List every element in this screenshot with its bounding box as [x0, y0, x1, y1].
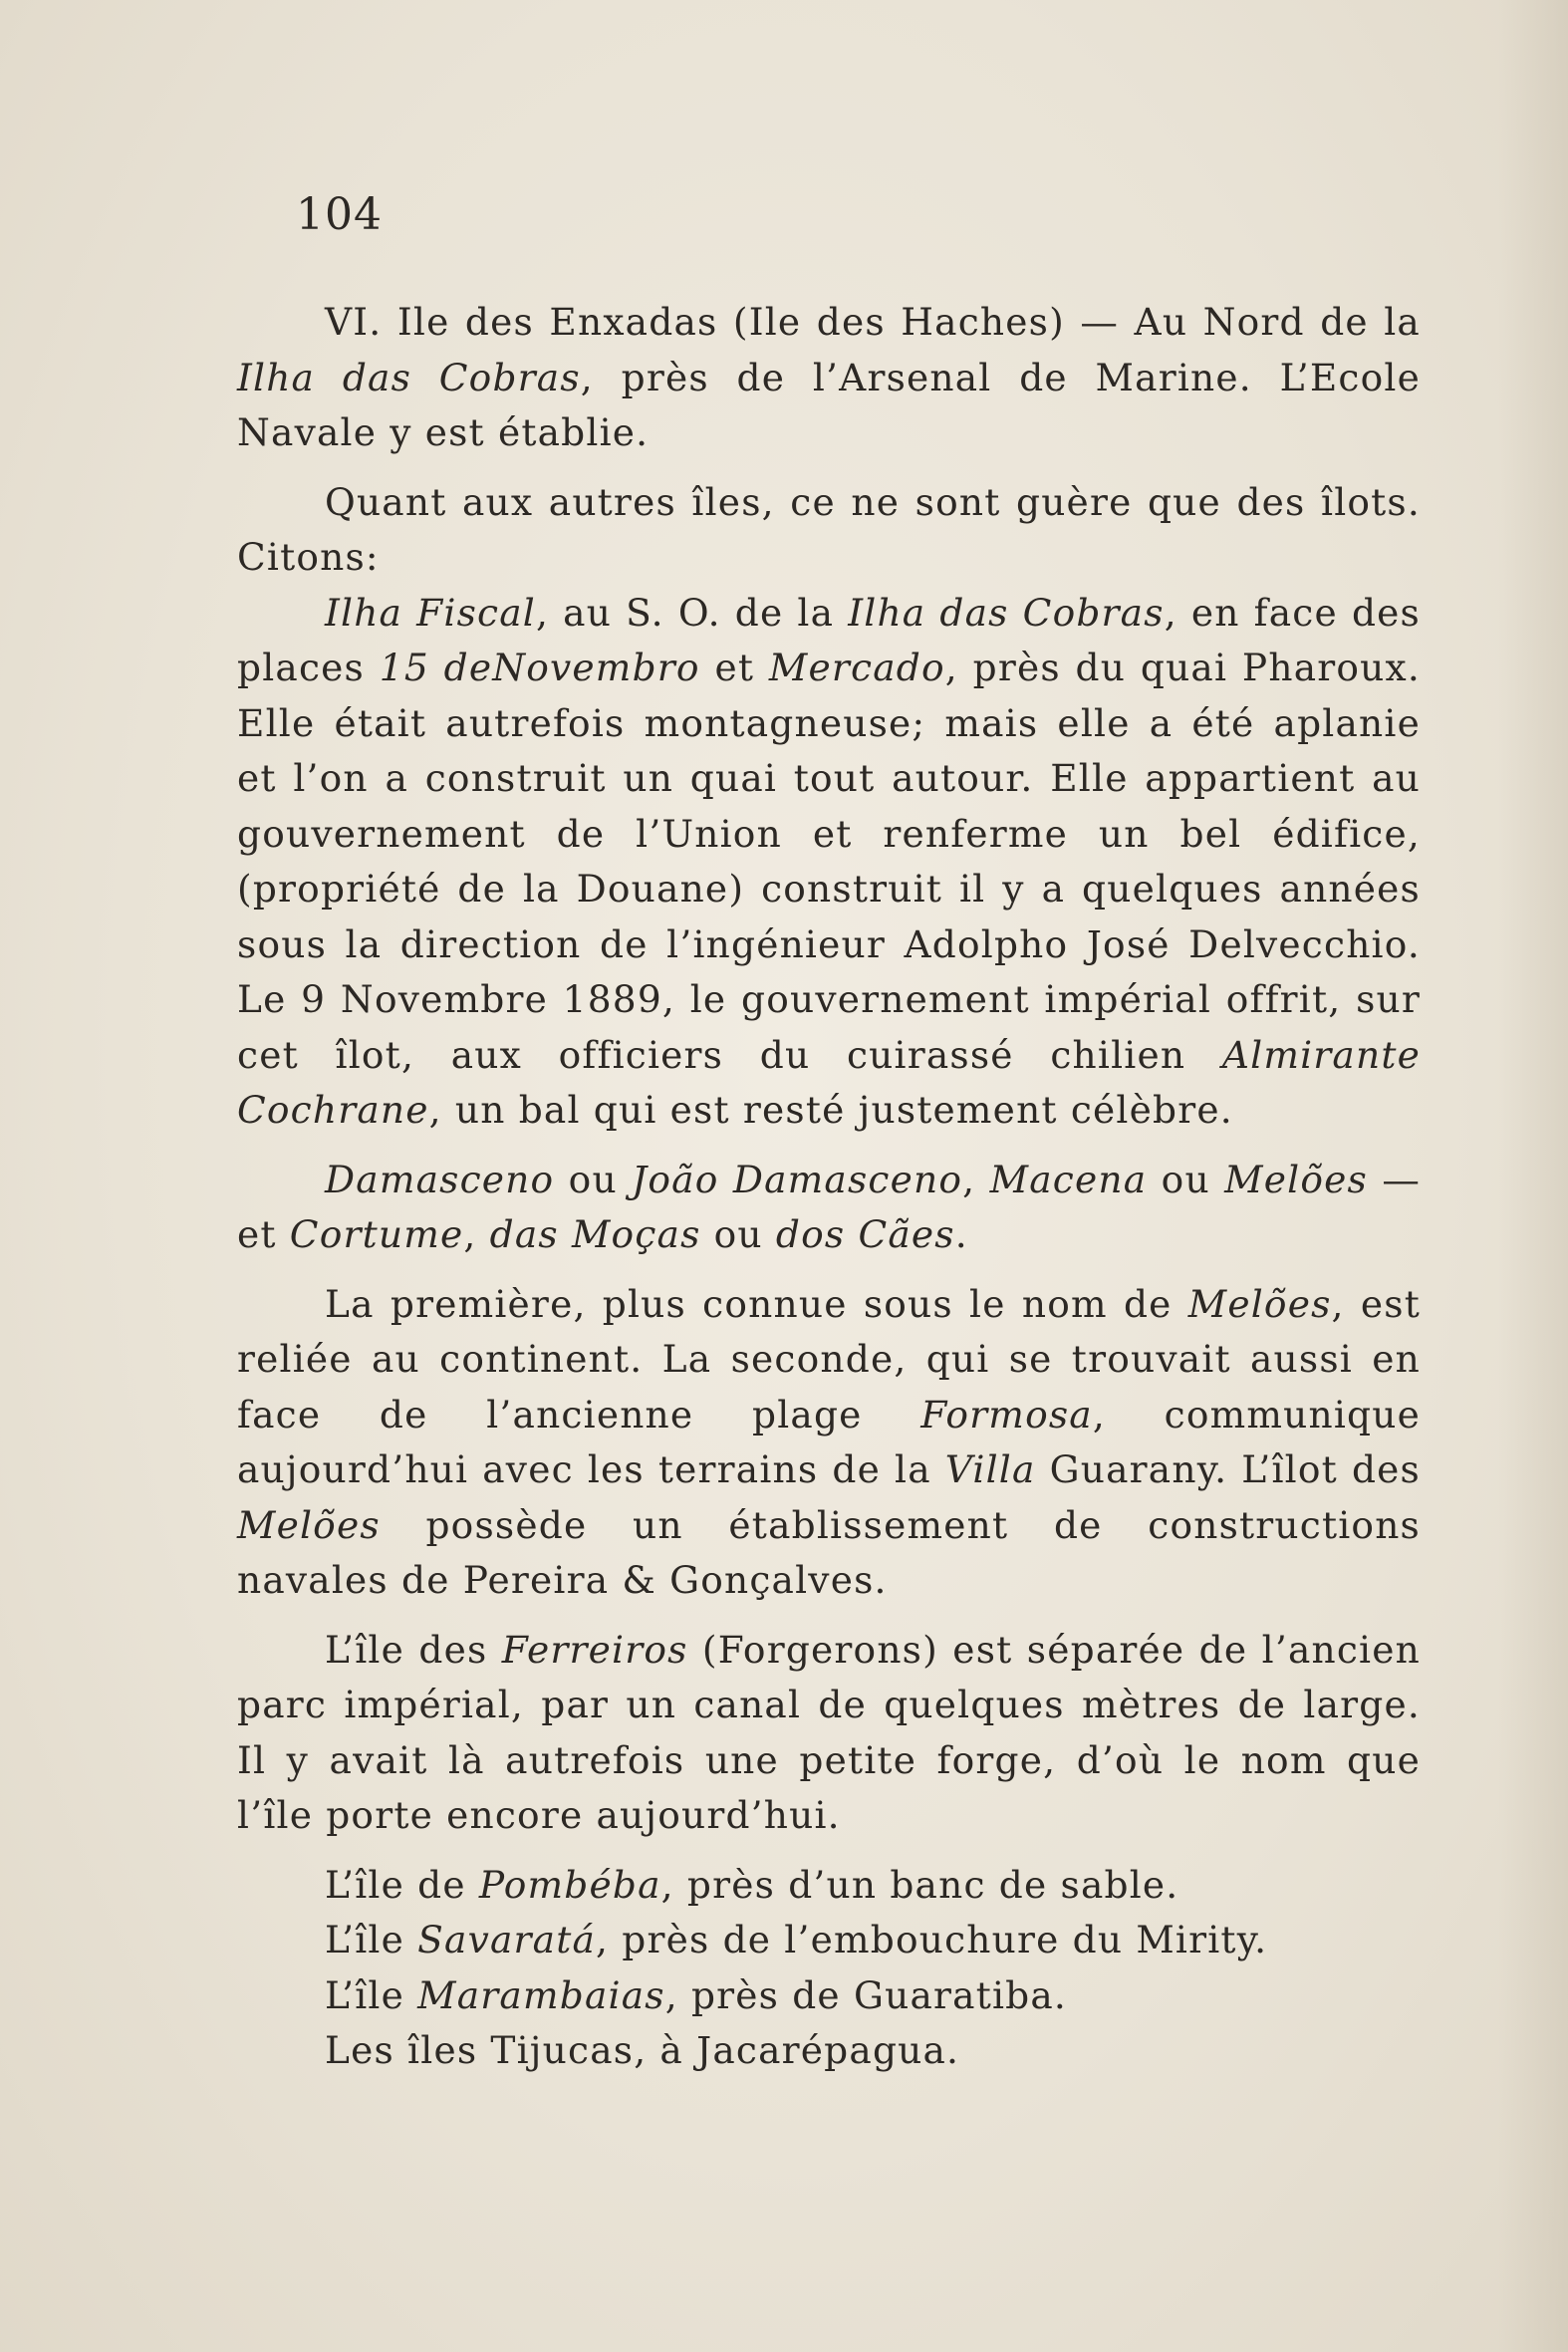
italic-text: das Moças [489, 1212, 701, 1256]
paragraph [237, 586, 1421, 1139]
text-segment: , près de l’Arsenal de Marine. L’Ecole Navale y est établie. [237, 355, 1421, 454]
italic-text: Melões [1224, 1157, 1368, 1201]
italic-text: Ferreiros [501, 1627, 688, 1672]
italic-text: Ilha das Cobras [237, 355, 581, 399]
italic-text: Marambaias [417, 1972, 665, 2017]
list-item [237, 2023, 1421, 2079]
paragraph [237, 295, 1421, 461]
list-item [237, 1913, 1421, 1968]
text-segment: L’île [325, 1918, 418, 1961]
italic-text: Ilha das Cobras [848, 590, 1165, 635]
page-fold-shadow [1498, 0, 1568, 2352]
text-segment: ou [1147, 1157, 1225, 1201]
text-segment: possède un établissement de constructions navales de Pereira & Gonçalves. [237, 1502, 1421, 1602]
italic-text: Ilha Fiscal [325, 590, 536, 635]
italic-text: Mercado [768, 646, 945, 689]
body-text [237, 295, 1421, 2079]
italic-text: Pombéba [478, 1862, 661, 1907]
text-segment: La première, plus connue sous le nom de [325, 1281, 1188, 1326]
text-segment: ou [700, 1212, 776, 1256]
paragraph [237, 1153, 1421, 1263]
text-segment: — et [237, 1157, 1422, 1256]
text-segment: et [699, 646, 769, 689]
text-segment: L’île [325, 1972, 418, 2017]
text-segment: , en face des places [237, 590, 1421, 689]
text-segment: , un bal qui est resté justement célèbre. [428, 1088, 1233, 1132]
text-segment: , près de l’embouchure du Mirity. [596, 1918, 1268, 1961]
italic-text: Macena [989, 1157, 1148, 1201]
italic-text: Melões [1187, 1281, 1332, 1326]
text-segment: ou [554, 1157, 633, 1201]
text-segment: Guarany. L’îlot des [1035, 1447, 1421, 1491]
italic-text: Melões [237, 1502, 381, 1547]
text-segment: , [962, 1157, 990, 1201]
italic-text: Savaratá [417, 1918, 597, 1961]
text-segment: , communique aujourd’hui avec les terrains de la [237, 1392, 1421, 1491]
text-segment: , près d’un banc de sable. [660, 1862, 1179, 1907]
page-number: 104 [296, 189, 383, 240]
text-segment: L’île de [325, 1862, 479, 1907]
list-item [237, 1858, 1421, 1914]
text-segment: (Forgerons) est séparée de l’ancien parc impérial, par un canal de quelques mètres de large. Il y avait là autrefois une petite forge, d’où le nom que l’île porte encore aujourd’hui. [237, 1627, 1421, 1837]
italic-text: Villa [944, 1447, 1036, 1491]
paragraph [237, 1277, 1421, 1609]
text-segment: . [954, 1212, 968, 1256]
italic-text: João Damasceno [632, 1157, 963, 1201]
paragraph [237, 475, 1421, 586]
italic-text: 15 deNovembro [379, 646, 700, 689]
text-segment: , près du quai Pharoux. Elle était autrefois montagneuse; mais elle a été aplanie et l’on a construit un quai tout autour. Elle appartient au gouvernement de l’Union et renferme un bel édifice, (propriété de la Douane) construit il y a quelques années sous la direction de l’ingénieur Adolpho José Delvecchio. Le 9 Novembre 1889, le gouvernement impérial offrit, sur cet îlot, aux officiers du cuirassé chilien [237, 646, 1421, 1077]
text-segment: Les îles Tijucas, à Jacarépagua. [325, 2028, 960, 2072]
list-item [237, 1968, 1421, 2024]
text-segment: VI. Ile des Enxadas (Ile des Haches) — Au Nord de la [325, 300, 1421, 344]
italic-text: dos Cães [775, 1212, 955, 1256]
text-segment: Quant aux autres îles, ce ne sont guère que des îlots. Citons: [237, 479, 1421, 579]
text-segment: , près de Guaratiba. [664, 1972, 1068, 2017]
text-segment: , est reliée au continent. La seconde, qui se trouvait aussi en face de l’ancienne plage [237, 1281, 1421, 1437]
text-segment: , au S. O. de la [535, 590, 849, 635]
italic-text: Almirante Cochrane [237, 1032, 1421, 1132]
text-segment: L’île des [325, 1627, 502, 1672]
italic-text: Cortume [289, 1212, 464, 1256]
paragraph [237, 1623, 1421, 1844]
text-segment: , [463, 1212, 490, 1256]
italic-text: Damasceno [325, 1157, 555, 1201]
italic-text: Formosa [920, 1392, 1093, 1437]
